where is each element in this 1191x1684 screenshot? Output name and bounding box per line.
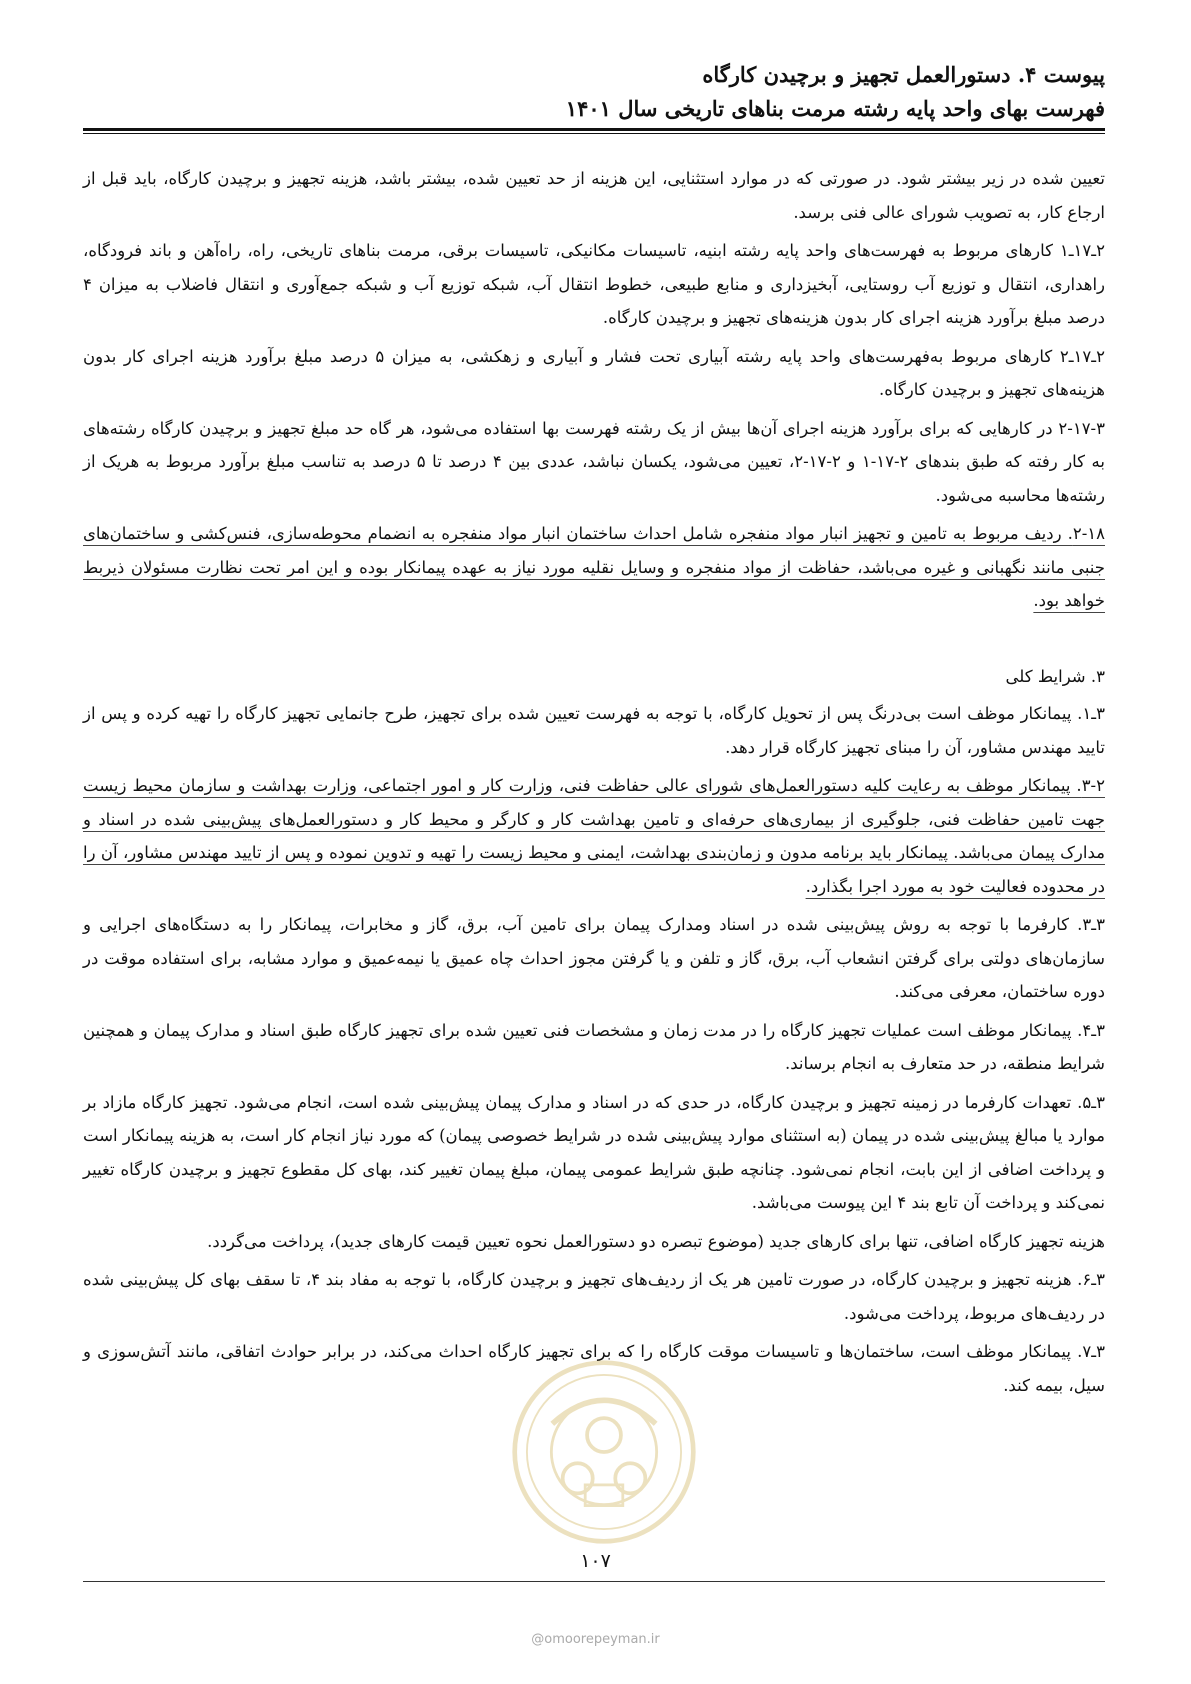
paragraph: ۳ـ۳. کارفرما با توجه به روش پیش‌بینی شده در اسناد ومدارک پیمان برای تامین آب، برق، گاز و مخابرات، پیمانکار را به دستگاه‌های اجرایی و سازمان‌های دولتی برای گرفتن انشعاب آب، برق، گاز و تلفن و یا گرفتن مجوز احداث چاه عمیق یا نیمه‌عمیق و موارد مشابه، برای استفاده موقت در دوره ساختمان، معرفی می‌کند. bbox=[83, 915, 1105, 1001]
paragraph: ۲-۱۸. ردیف مربوط به تامین و تجهیز انبار مواد منفجره شامل احداث ساختمان انبار مواد منفجره به انضمام محوطه‌سازی، فنس‌کشی و ساختمان‌های جنبی مانند نگهبانی و غیره می‌باشد، حفاظت از مواد منفجره و وسایل نقلیه مورد نیاز به عهده پیمانکار بوده و این امر تحت نظارت مسئولان ذیربط خواهد بود. bbox=[83, 524, 1105, 610]
document-body bbox=[83, 162, 1105, 1407]
watermark-seal-icon bbox=[510, 1358, 698, 1546]
paragraph: ۳-۲. پیمانکار موظف به رعایت کلیه دستورالعمل‌های شورای عالی حفاظت فنی، وزارت کار و امور اجتماعی، وزارت بهداشت و سازمان محیط زیست جهت تامین حفاظت فنی، جلوگیری از بیماری‌های حرفه‌ای و تامین بهداشت کار و کارگر و محیط کار و دستورالعمل‌های پیش‌بینی شده در اسناد و مدارک پیمان می‌باشد. پیمانکار باید برنامه مدون و زمان‌بندی بهداشت، ایمنی و محیط زیست را تهیه و تدوین نموده و پس از تایید مهندس مشاور، آن را در محدوده فعالیت خود به مورد اجرا بگذارد. bbox=[83, 776, 1105, 896]
page-header bbox=[83, 58, 1105, 126]
paragraph: ۳ـ۶. هزینه تجهیز و برچیدن کارگاه، در صورت تامین هر یک از ردیف‌های تجهیز و برچیدن کارگاه، با توجه به مفاد بند ۴، تا سقف بهای کل پیش‌بینی شده در ردیف‌های مربوط، پرداخت می‌شود. bbox=[83, 1270, 1106, 1323]
section-heading: ۳. شرایط کلی bbox=[1005, 666, 1105, 686]
paragraph: ۲ـ۱۷ـ۲ کارهای مربوط به‌فهرست‌های واحد پایه رشته آبیاری تحت فشار و آبیاری و زهکشی، به میزان ۵ درصد مبلغ برآورد هزینه اجرای کار بدون هزینه‌های تجهیز و برچیدن کارگاه. bbox=[83, 346, 1105, 399]
paragraph: ۲ـ۱۷ـ۱ کارهای مربوط به فهرست‌های واحد پایه رشته ابنیه، تاسیسات مکانیکی، تاسیسات برقی، مرمت بناهای تاریخی، راه، راه‌آهن و باند فرودگاه، راهداری، انتقال و توزیع آب روستایی، آبخیزداری و منابع طبیعی، خطوط انتقال آب، شبکه توزیع آب و شبکه جمع‌آوری و انتقال فاضلاب به میزان ۴ درصد مبلغ برآورد هزینه اجرای کار بدون هزینه‌های تجهیز و برچیدن کارگاه. bbox=[83, 241, 1105, 327]
header-rule-thick bbox=[83, 128, 1105, 131]
paragraph: ۳ـ۵. تعهدات کارفرما در زمینه تجهیز و برچیدن کارگاه، در حدی که در اسناد و مدارک پیمان پیش‌بینی شده است، انجام می‌شود. تجهیز کارگاه مازاد بر موارد یا مبالغ پیش‌بینی شده در پیمان (به استثنای موارد پیش‌بینی شده در شرایط خصوصی پیمان) که مورد نیاز انجام کار است، به هزینه پیمانکار است و پرداخت اضافی از این بابت، انجام نمی‌شود. چنانچه طبق شرایط عمومی پیمان، مبلغ پیمان تغییر کند، بهای کل مقطوع تجهیز و برچیدن کارگاه تغییر نمی‌کند و پرداخت آن تابع بند ۴ این پیوست می‌باشد. bbox=[83, 1092, 1105, 1212]
header-subtitle: فهرست بهای واحد پایه رشته مرمت بناهای تاریخی سال ۱۴۰۱ bbox=[565, 96, 1105, 121]
paragraph: ۳ـ۱. پیمانکار موظف است بی‌درنگ پس از تحویل کارگاه، با توجه به فهرست تعیین شده برای تجهیز، طرح جانمایی تجهیز کارگاه را تهیه کرده و پس از تایید مهندس مشاور، آن را مبنای تجهیز کارگاه قرار دهد. bbox=[83, 704, 1105, 757]
header-rule-thin bbox=[83, 133, 1105, 134]
header-title: پیوست ۴. دستورالعمل تجهیز و برچیدن کارگاه bbox=[702, 62, 1105, 87]
paragraph: ۲-۱۷-۳ در کارهایی که برای برآورد هزینه اجرای آن‌ها بیش از یک رشته فهرست بها استفاده می‌شود، هر گاه حد مبلغ تجهیز و برچیدن کارگاه رشته‌های به کار رفته که طبق بندهای ۲-۱۷-۱ و ۲-۱۷-۲، تعیین می‌شود، یکسان نباشد، عددی بین ۴ درصد تا ۵ درصد به تناسب مبلغ برآورد مربوط به هریک از رشته‌ها محاسبه می‌شود. bbox=[83, 418, 1105, 505]
website-watermark: @omoorepeyman.ir bbox=[531, 1632, 660, 1647]
paragraph: هزینه تجهیز کارگاه اضافی، تنها برای کارهای جدید (موضوع تبصره دو دستورالعمل نحوه تعیین قیمت کارهای جدید)، پرداخت می‌گردد. bbox=[207, 1231, 1105, 1251]
footer-rule bbox=[83, 1581, 1105, 1582]
paragraph: ۳ـ۷. پیمانکار موظف است، ساختمان‌ها و تاسیسات موقت کارگاه را که برای تجهیز کارگاه احداث می‌کند، در برابر حوادث اتفاقی، مانند آتش‌سوزی و سیل، بیمه کند. bbox=[83, 1342, 1105, 1395]
paragraph: تعیین شده در زیر بیشتر شود. در صورتی که در موارد استثنایی، این هزینه از حد تعیین شده، بیشتر باشد، هزینه تجهیز و برچیدن کارگاه، باید قبل از ارجاع کار، به تصویب شورای عالی فنی برسد. bbox=[83, 169, 1105, 222]
page-number: ۱۰۷ bbox=[580, 1550, 611, 1572]
paragraph: ۳ـ۴. پیمانکار موظف است عملیات تجهیز کارگاه را در مدت زمان و مشخصات فنی تعیین شده برای تجهیز کارگاه طبق اسناد و مدارک پیمان و همچنین شرایط منطقه، در حد متعارف به انجام برساند. bbox=[83, 1020, 1105, 1073]
